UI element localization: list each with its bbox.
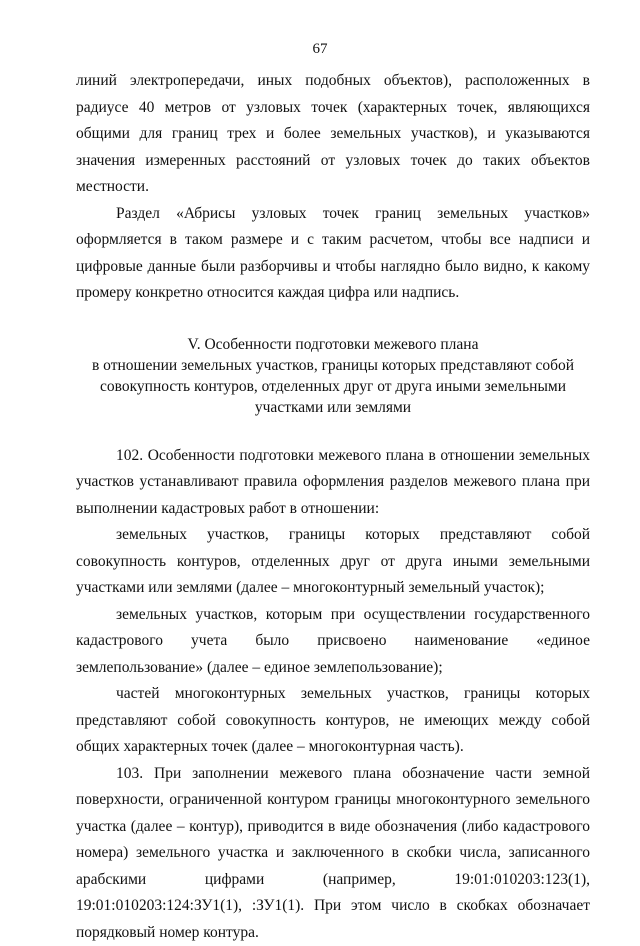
section-heading-line: в отношении земельных участков, границы которых представляют собой	[76, 355, 590, 376]
list-item-multicontour-parcel: земельных участков, границы которых представляют собой совокупность контуров, отделенных друг от друга иными земельными участками или землями (далее – многоконтурный земельный участок);	[76, 522, 590, 602]
paragraph-103: 103. При заполнении межевого плана обозначение части земной поверхности, ограниченной контуром границы многоконтурного земельного участка (далее – контур), приводится в виде обозначения (либо кадастрового номера) земельного участка и заключенного в скобки числа, записанного арабскими цифрами (например, 19:01:010203:123(1), 19:01:010203:124:ЗУ1(1), :ЗУ1(1). При этом число в скобках обозначает порядковый номер контура.	[76, 761, 590, 946]
section-heading-line: V. Особенности подготовки межевого плана	[76, 334, 590, 355]
paragraph-102: 102. Особенности подготовки межевого плана в отношении земельных участков устанавливают правила оформления разделов межевого плана при выполнении кадастровых работ в отношении:	[76, 443, 590, 523]
list-item-multicontour-part: частей многоконтурных земельных участков, границы которых представляют собой совокупность контуров, не имеющих между собой общих характерных точек (далее – многоконтурная часть).	[76, 681, 590, 761]
page-number: 67	[0, 40, 640, 58]
list-item-unified-land-use: земельных участков, которым при осуществлении государственного кадастрового учета было присвоено наименование «единое землепользование» (далее – единое землепользование);	[76, 602, 590, 682]
document-body	[76, 68, 590, 946]
paragraph-abris-section: Раздел «Абрисы узловых точек границ земельных участков» оформляется в таком размере и с таким расчетом, чтобы все надписи и цифровые данные были разборчивы и чтобы наглядно было видно, к какому промеру конкретно относится каждая цифра или надпись.	[76, 201, 590, 307]
section-heading-line: участками или землями	[76, 397, 590, 418]
section-heading-line: совокупность контуров, отделенных друг от друга иными земельными	[76, 376, 590, 397]
paragraph-continuation: линий электропередачи, иных подобных объектов), расположенных в радиусе 40 метров от узловых точек (характерных точек, являющихся общими для границ трех и более земельных участков), и указываются значения измеренных расстояний от узловых точек до таких объектов местности.	[76, 68, 590, 201]
section-heading	[76, 334, 590, 418]
